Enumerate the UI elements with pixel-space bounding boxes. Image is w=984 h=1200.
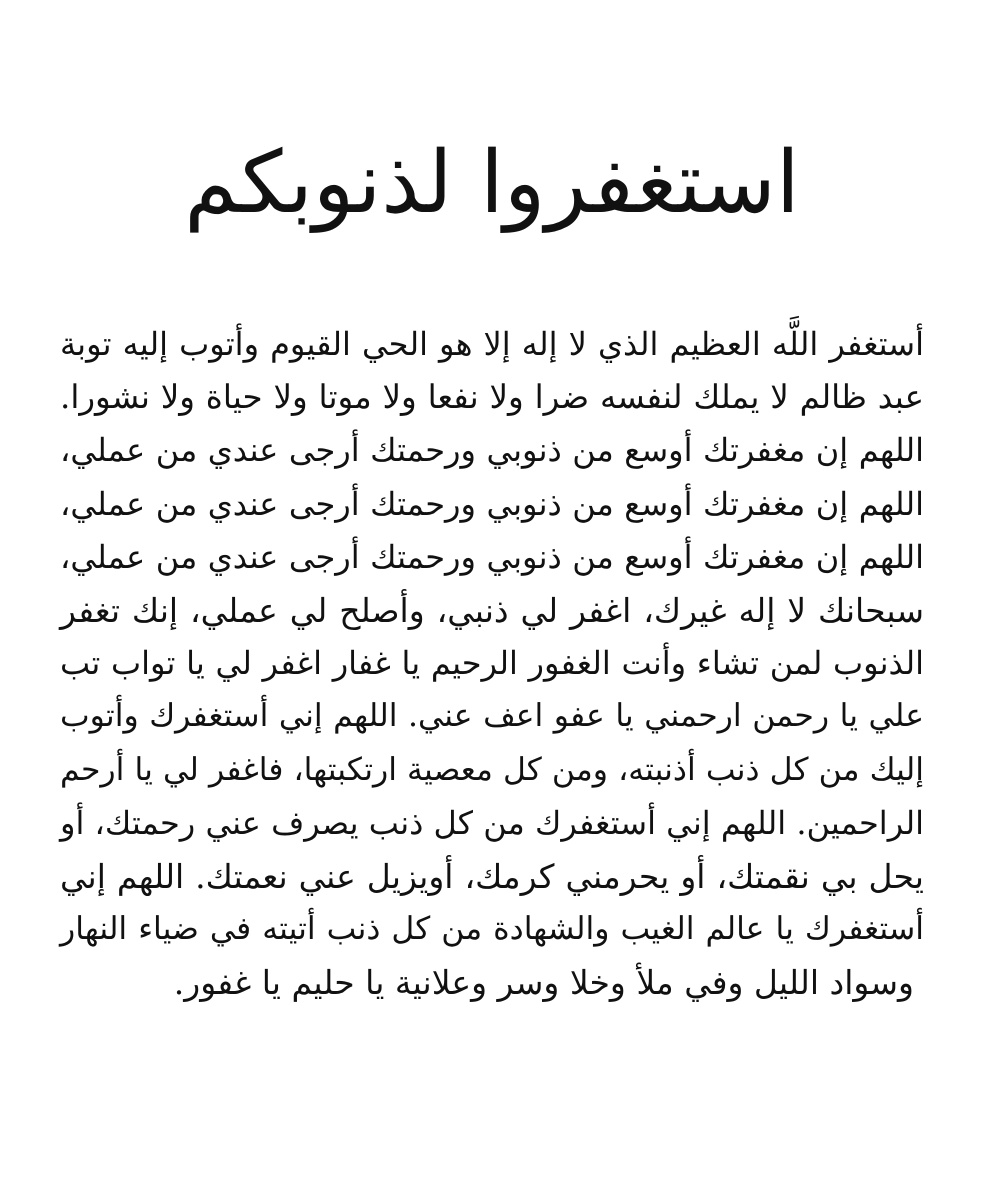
- text-line: سبحانك لا إله غيرك، اغفر لي ذنبي، وأصلح لي عملي، إنك تغفر: [60, 590, 924, 630]
- text-line: يحل بي نقمتك، أو يحرمني كرمك، أويزيل عني نعمتك. اللهم إني: [60, 856, 924, 896]
- text-line: أستغفرك يا عالم الغيب والشهادة من كل ذنب أتيته في ضياء النهار: [60, 911, 924, 948]
- text-line: إليك من كل ذنب أذنبته، ومن كل معصية ارتكبتها، فاغفر لي يا أرحم: [60, 751, 924, 788]
- text-line: الذنوب لمن تشاء وأنت الغفور الرحيم يا غفار اغفر لي يا تواب تب: [60, 644, 924, 683]
- text-line: عبد ظالم لا يملك لنفسه ضرا ولا نفعا ولا موتا ولا حياة ولا نشورا.: [60, 378, 924, 417]
- page-title: استغفروا لذنوبكم: [184, 133, 800, 233]
- text-line: الراحمين. اللهم إني أستغفرك من كل ذنب يصرف عني رحمتك، أو: [60, 803, 924, 842]
- prayer-text: [60, 318, 924, 1009]
- text-line: وسواد الليل وفي ملأ وخلا وسر وعلانية يا حليم يا غفور.: [173, 963, 914, 1003]
- text-line: علي يا رحمن ارحمني يا عفو اعف عني. اللهم إني أستغفرك وأتوب: [60, 698, 924, 735]
- text-line: اللهم إن مغفرتك أوسع من ذنوبي ورحمتك أرجى عندي من عملي،: [60, 484, 924, 523]
- text-line: اللهم إن مغفرتك أوسع من ذنوبي ورحمتك أرجى عندي من عملي،: [60, 537, 924, 576]
- text-line: أستغفر اللَّه العظيم الذي لا إله إلا هو الحي القيوم وأتوب إليه توبة: [60, 325, 924, 363]
- text-line: اللهم إن مغفرتك أوسع من ذنوبي ورحمتك أرجى عندي من عملي،: [60, 431, 924, 470]
